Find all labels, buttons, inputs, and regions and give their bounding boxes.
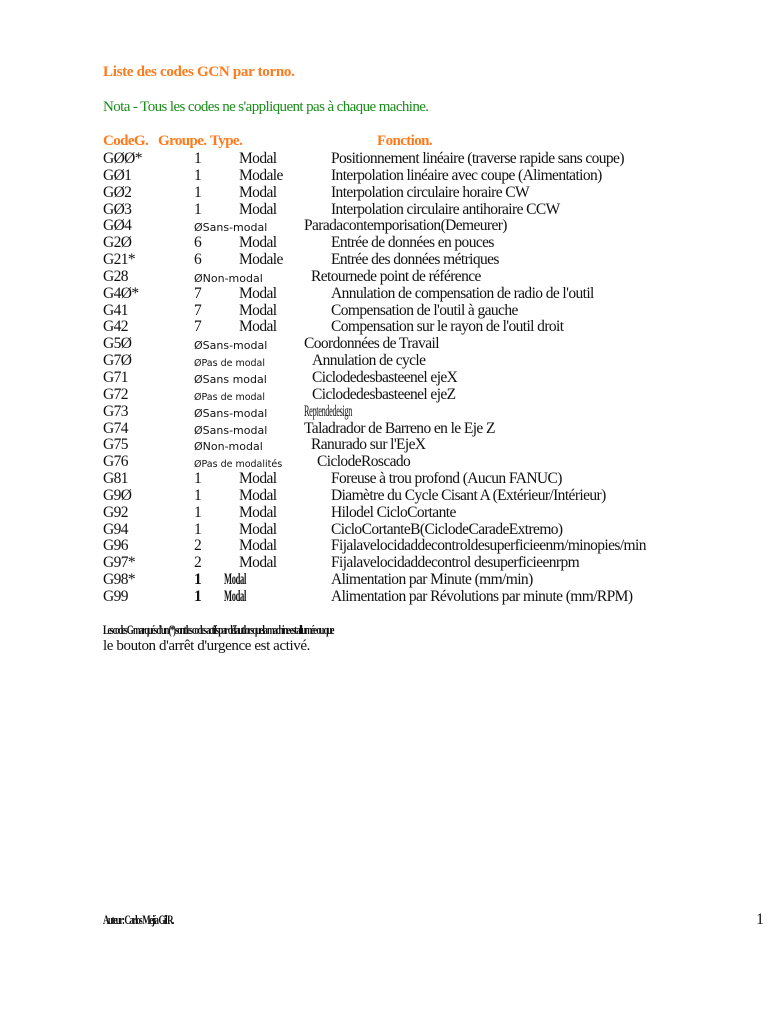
group-cell: ØNon-modal xyxy=(194,271,263,285)
table-row xyxy=(0,234,768,251)
group-cell: ØPas de modal xyxy=(194,391,266,403)
codes-table xyxy=(0,150,768,605)
footer-author-text: Auteur: Carlos Mejía Gil R. xyxy=(103,912,173,927)
table-row xyxy=(0,352,768,369)
code-cell: G7Ø xyxy=(103,352,132,370)
group-cell: 2 xyxy=(194,537,202,555)
group-cell: 6 xyxy=(194,251,202,269)
function-cell: Coordonnées de Travail xyxy=(304,335,439,353)
table-row xyxy=(0,571,768,588)
type-cell: Modale xyxy=(239,251,283,269)
type-cell: Modal xyxy=(239,200,277,218)
table-row xyxy=(0,369,768,386)
type-cell: Modal xyxy=(224,587,246,605)
type-cell: Modal xyxy=(239,520,277,538)
type-cell: Modal xyxy=(239,183,277,201)
type-cell: Modal xyxy=(239,318,277,336)
nota-line: Nota - Tous les codes ne s'appliquent pas à chaque machine. xyxy=(103,99,429,115)
table-row xyxy=(0,588,768,605)
function-cell: Paradacontemporisation(Demeurer) xyxy=(304,217,507,235)
table-row xyxy=(0,504,768,521)
group-cell: ØSans-modal xyxy=(194,406,268,420)
function-cell: Ciclodedesbasteenel ejeX xyxy=(312,368,458,386)
group-cell: ØSans-modal xyxy=(194,423,268,437)
code-cell: GØ4 xyxy=(103,217,132,235)
code-cell: G42 xyxy=(103,318,128,336)
code-cell: G97* xyxy=(103,554,136,572)
table-row xyxy=(0,537,768,554)
table-row xyxy=(0,436,768,453)
type-cell: Modal xyxy=(239,554,277,572)
code-cell: G71 xyxy=(103,368,128,386)
type-cell: Modal xyxy=(239,301,277,319)
function-cell: Ciclodedesbasteenel ejeZ xyxy=(312,385,456,403)
group-cell: 1 xyxy=(194,470,202,488)
group-cell: 1 xyxy=(194,520,202,538)
code-cell: GØ1 xyxy=(103,166,132,184)
type-cell: Modal xyxy=(239,150,277,167)
header-group: Groupe. xyxy=(158,133,207,149)
code-cell: G98* xyxy=(103,571,136,589)
function-cell: Annulation de compensation de radio de l'outil xyxy=(331,284,594,302)
group-cell: 7 xyxy=(194,301,202,319)
function-cell: Retournede point de référence xyxy=(311,267,481,285)
function-cell: Compensation de l'outil à gauche xyxy=(331,301,518,319)
function-cell: Interpolation circulaire antihoraire CCW xyxy=(331,200,560,218)
group-cell: 7 xyxy=(194,318,202,336)
table-row xyxy=(0,335,768,352)
group-cell: ØPas de modalités xyxy=(194,459,283,471)
table-row xyxy=(0,487,768,504)
type-cell: Modal xyxy=(239,503,277,521)
group-cell: 7 xyxy=(194,284,202,302)
table-header xyxy=(0,133,768,150)
table-row xyxy=(0,268,768,285)
type-cell: Modal xyxy=(239,537,277,555)
table-row xyxy=(0,201,768,218)
type-cell: Modal xyxy=(239,486,277,504)
code-cell: G9Ø xyxy=(103,486,132,504)
function-cell: CiclodeRoscado xyxy=(317,453,411,471)
type-cell: Modal xyxy=(224,571,246,589)
table-row xyxy=(0,167,768,184)
function-cell: Compensation sur le rayon de l'outil droit xyxy=(331,318,564,336)
table-row xyxy=(0,184,768,201)
code-cell: GØ2 xyxy=(103,183,132,201)
group-cell: 6 xyxy=(194,234,202,252)
code-cell: G4Ø* xyxy=(103,284,139,302)
table-row xyxy=(0,453,768,470)
function-cell: Taladrador de Barreno en le Eje Z xyxy=(304,419,495,437)
type-cell: Modal xyxy=(239,470,277,488)
function-cell: Fijalavelocidaddecontrol desuperficieenrpm xyxy=(331,554,580,572)
group-cell: 1 xyxy=(194,183,202,201)
table-row xyxy=(0,285,768,302)
function-cell: CicloCortanteB(CiclodeCaradeExtremo) xyxy=(331,520,563,538)
function-cell: Hilodel CicloCortante xyxy=(331,503,456,521)
function-cell: Interpolation circulaire horaire CW xyxy=(331,183,530,201)
group-cell: 1 xyxy=(194,166,202,184)
type-cell: Modale xyxy=(239,166,283,184)
code-cell: G74 xyxy=(103,419,128,437)
group-cell: 1 xyxy=(194,486,202,504)
function-cell: Entrée des données métriques xyxy=(331,251,499,269)
group-cell: 1 xyxy=(194,150,202,167)
function-cell: Reptendedesign xyxy=(304,402,352,420)
group-cell: 1 xyxy=(194,571,202,589)
table-row xyxy=(0,251,768,268)
note-line1-text: Les codes G marqués d'un (*) sont les codes actifs par défaut lorsque la machine est allumée ou que xyxy=(103,622,333,637)
code-cell: G99 xyxy=(103,587,128,605)
header-function: Fonction. xyxy=(377,133,433,149)
code-cell: G75 xyxy=(103,436,128,454)
code-cell: G73 xyxy=(103,402,128,420)
code-cell: G72 xyxy=(103,385,128,403)
table-row xyxy=(0,386,768,403)
page-title: Liste des codes GCN par torno. xyxy=(103,64,295,80)
function-cell: Alimentation par Minute (mm/min) xyxy=(331,571,533,589)
group-cell: ØPas de modal xyxy=(194,358,266,370)
code-cell: G21* xyxy=(103,251,136,269)
table-row xyxy=(0,318,768,335)
function-cell: Ranurado sur l'EjeX xyxy=(311,436,426,454)
table-row xyxy=(0,470,768,487)
group-cell: 1 xyxy=(194,503,202,521)
code-cell: G2Ø xyxy=(103,234,132,252)
table-row xyxy=(0,554,768,571)
function-cell: Entrée de données en pouces xyxy=(331,234,494,252)
table-row xyxy=(0,150,768,167)
table-row xyxy=(0,302,768,319)
code-cell: G28 xyxy=(103,267,128,285)
table-row xyxy=(0,217,768,234)
code-cell: G81 xyxy=(103,470,128,488)
type-cell: Modal xyxy=(239,284,277,302)
code-cell: GØØ* xyxy=(103,150,142,167)
group-cell: ØSans-modal xyxy=(194,221,268,235)
function-cell: Fijalavelocidaddecontroldesuperficieenm/minopies/min xyxy=(331,537,646,555)
function-cell: Annulation de cycle xyxy=(312,352,426,370)
default-codes-note-line2: le bouton d'arrêt d'urgence est activé. xyxy=(103,638,310,654)
code-cell: G94 xyxy=(103,520,128,538)
function-cell: Diamètre du Cycle Cisant A (Extérieur/Intérieur) xyxy=(331,486,606,504)
group-cell: ØSans-modal xyxy=(194,339,268,353)
code-cell: G5Ø xyxy=(103,335,132,353)
code-cell: GØ3 xyxy=(103,200,132,218)
function-cell: Interpolation linéaire avec coupe (Alimentation) xyxy=(331,166,602,184)
group-cell: ØSans modal xyxy=(194,372,267,386)
group-cell: 2 xyxy=(194,554,202,572)
function-cell: Positionnement linéaire (traverse rapide sans coupe) xyxy=(331,150,624,167)
code-cell: G41 xyxy=(103,301,128,319)
page-number: 1 xyxy=(756,911,764,928)
group-cell: ØNon-modal xyxy=(194,440,263,454)
function-cell: Foreuse à trou profond (Aucun FANUC) xyxy=(331,470,562,488)
table-row xyxy=(0,420,768,437)
default-codes-note-line1 xyxy=(103,622,435,638)
code-cell: G96 xyxy=(103,537,128,555)
footer-author xyxy=(103,912,205,928)
header-code: CodeG. xyxy=(103,133,149,149)
code-cell: G92 xyxy=(103,503,128,521)
group-cell: 1 xyxy=(194,587,202,605)
type-cell: Modal xyxy=(239,234,277,252)
code-cell: G76 xyxy=(103,453,128,471)
table-row xyxy=(0,403,768,420)
header-type: Type. xyxy=(210,133,243,149)
group-cell: 1 xyxy=(194,200,202,218)
table-row xyxy=(0,521,768,538)
function-cell: Alimentation par Révolutions par minute (mm/RPM) xyxy=(331,587,633,605)
